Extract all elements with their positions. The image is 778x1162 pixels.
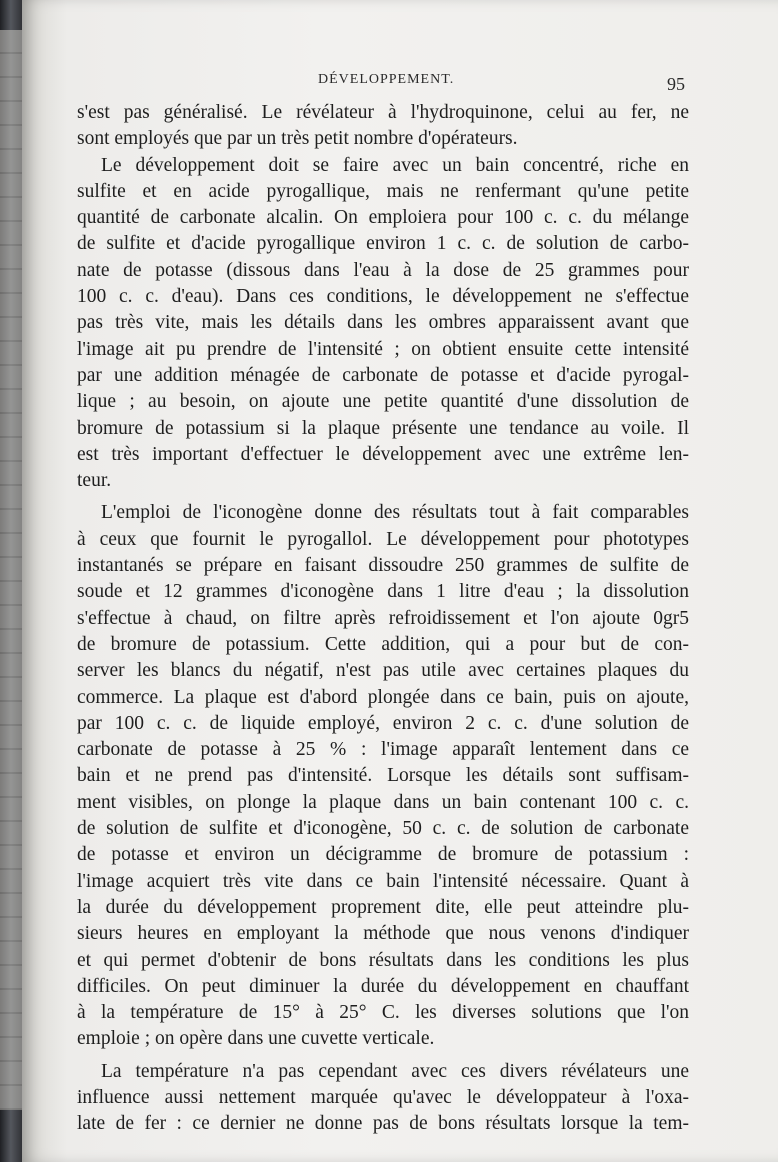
- text-line: late de fer : ce dernier ne donne pas de bons résultats lorsque la tem-: [77, 1113, 689, 1135]
- text-line: sieurs heures en employant la méthode que nous venons d'indiquer: [77, 923, 689, 945]
- text-line: l'image acquiert très vite dans ce bain l'intensité nécessaire. Quant à: [77, 870, 689, 892]
- text-line: 100 c. c. d'eau). Dans ces conditions, le développement ne s'effectue: [77, 286, 689, 308]
- text-line: sulfite et en acide pyrogallique, mais ne renfermant qu'une petite: [77, 180, 689, 202]
- text-line: pas très vite, mais les détails dans les ombres apparaissent avant que: [77, 312, 689, 334]
- facing-page-edge: [0, 30, 22, 1110]
- text-line: sont employés que par un très petit nombre d'opérateurs.: [77, 128, 518, 150]
- text-line: bain et ne prend pas d'intensité. Lorsque les détails sont suffisam-: [77, 765, 689, 787]
- page-number: 95: [667, 74, 685, 94]
- running-title: DÉVELOPPEMENT.: [318, 72, 455, 87]
- text-line: de bromure de potassium. Cette addition, qui a pour but de con-: [77, 633, 689, 655]
- body-text: [77, 100, 689, 1138]
- text-line: s'est pas généralisé. Le révélateur à l'hydroquinone, celui au fer, ne: [77, 102, 689, 123]
- text-line: lique ; au besoin, on ajoute une petite quantité d'une dissolution de: [77, 391, 689, 413]
- text-line: instantanés se prépare en faisant dissoudre 250 grammes de sulfite de: [77, 555, 689, 577]
- text-line: bromure de potassium si la plaque présente une tendance au voile. Il: [77, 417, 689, 439]
- text-line: La température n'a pas cependant avec ces divers révélateurs une: [101, 1060, 689, 1082]
- text-line: l'image ait pu prendre de l'intensité ; on obtient ensuite cette intensité: [77, 338, 689, 360]
- text-line: de solution de sulfite et d'iconogène, 50 c. c. de solution de carbonate: [77, 818, 689, 840]
- text-line: difficiles. On peut diminuer la durée du développement en chauffant: [77, 975, 689, 997]
- page-header: [22, 72, 778, 96]
- text-line: la durée du développement proprement dite, elle peut atteindre plu-: [77, 896, 689, 918]
- text-line: s'effectue à chaud, on filtre après refroidissement et l'on ajoute 0gr5: [77, 607, 689, 629]
- text-line: soude et 12 grammes d'iconogène dans 1 litre d'eau ; la dissolution: [77, 581, 689, 603]
- text-line: par une addition ménagée de carbonate de potasse et d'acide pyrogal-: [77, 364, 689, 386]
- text-line: carbonate de potasse à 25 % : l'image apparaît lentement dans ce: [77, 739, 689, 761]
- text-line: nate de potasse (dissous dans l'eau à la dose de 25 grammes pour: [77, 259, 689, 281]
- text-line: L'emploi de l'iconogène donne des résultats tout à fait comparables: [101, 502, 689, 524]
- text-line: à ceux que fournit le pyrogallol. Le développement pour phototypes: [77, 528, 689, 550]
- text-line: ment visibles, on plonge la plaque dans un bain contenant 100 c. c.: [77, 791, 689, 813]
- text-line: quantité de carbonate alcalin. On emploiera pour 100 c. c. du mélange: [77, 207, 689, 229]
- book-page: [22, 0, 778, 1162]
- text-line: commerce. La plaque est d'abord plongée dans ce bain, puis on ajoute,: [77, 686, 689, 708]
- text-line: est très important d'effectuer le développement avec une extrême len-: [77, 443, 689, 465]
- text-line: à la température de 15° à 25° C. les diverses solutions que l'on: [77, 1002, 689, 1024]
- text-line: et qui permet d'obtenir de bons résultats dans les conditions les plus: [77, 949, 689, 971]
- text-line: server les blancs du négatif, n'est pas utile avec certaines plaques du: [77, 660, 689, 682]
- text-line: de sulfite et d'acide pyrogallique environ 1 c. c. de solution de carbo-: [77, 233, 689, 255]
- text-line: de potasse et environ un décigramme de bromure de potassium :: [77, 844, 689, 866]
- text-line: Le développement doit se faire avec un bain concentré, riche en: [101, 154, 689, 176]
- text-line: influence aussi nettement marquée qu'avec le développateur à l'oxa-: [77, 1086, 689, 1108]
- text-line: emploie ; on opère dans une cuvette verticale.: [77, 1028, 435, 1050]
- text-line: teur.: [77, 470, 112, 492]
- text-line: par 100 c. c. de liquide employé, environ 2 c. c. d'une solution de: [77, 712, 689, 734]
